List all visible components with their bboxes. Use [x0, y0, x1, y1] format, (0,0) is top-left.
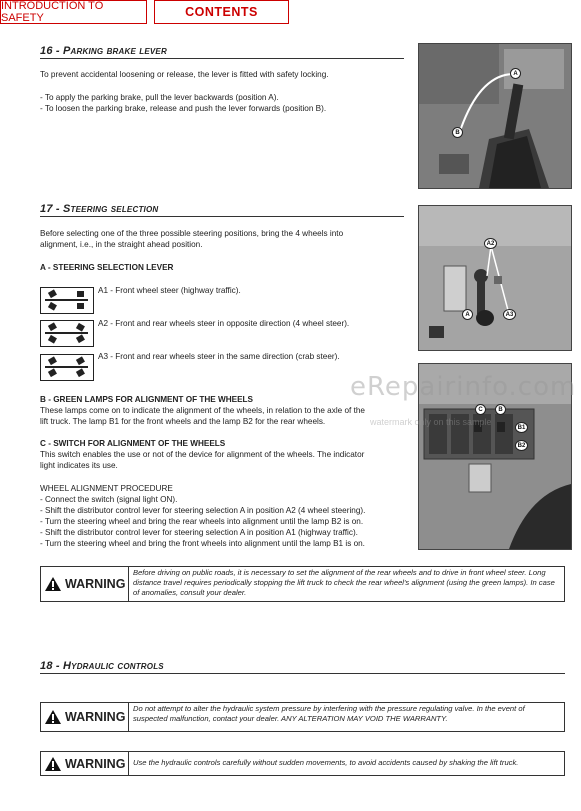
warning-text-2: Do not attempt to alter the hydraulic system pressure by interfering with the pressure regulating valve. In the event of suspected malfunction, contact your dealer. ANY ALTERATION MAY VOID THE WARRANTY.: [133, 704, 525, 724]
nav-introduction-to-safety[interactable]: INTRODUCTION TO SAFETY: [0, 0, 147, 24]
warning-text-3: Use the hydraulic controls carefully without sudden movements, to avoid accidents caused by shaking the lift truck.: [133, 758, 519, 768]
warning-text-1: Before driving on public roads, it is necessary to set the alignment of the rear wheels and to drive in front wheel steer. Long distance travel requires periodically stopping the lift truck to check the rear wheel's alignment (using the green lamps). In case of anomalies, consult your dealer.: [133, 568, 555, 598]
parking-brake-photo: [418, 43, 572, 189]
watermark-sub: watermark only on this sample: [370, 417, 492, 427]
watermark: eRepairinfo.com: [350, 372, 577, 402]
photo-label-a-lever: A: [462, 309, 473, 320]
photo-label-b: B: [452, 127, 463, 138]
steer-icon-a3: [40, 354, 94, 381]
warning-label-2: WARNING: [65, 710, 126, 724]
warning-box-1: [40, 566, 565, 602]
warning-box-3: [40, 751, 565, 776]
section-16-title: 16 - Parking brake lever: [40, 45, 167, 57]
steer-a1-text: A1 - Front wheel steer (highway traffic).: [98, 286, 241, 295]
section-17-intro1: Before selecting one of the three possible steering positions, bring the 4 wheels into: [40, 229, 344, 238]
switch-text1: This switch enables the use or not of the device for alignment of the wheels. The indicator: [40, 450, 365, 459]
photo-label-b: B: [495, 404, 506, 415]
section-17-title: 17 - Steering selection: [40, 203, 159, 215]
section-17-rule: [40, 216, 404, 217]
subheading-b: B - GREEN LAMPS FOR ALIGNMENT OF THE WHEELS: [40, 395, 254, 404]
warning-label-3: WARNING: [65, 756, 126, 771]
procedure-step1: - Connect the switch (signal light ON).: [40, 495, 178, 504]
warning-triangle-icon: [44, 576, 62, 592]
warning-badge-2: [41, 703, 129, 731]
section-16-intro: To prevent accidental loosening or release, the lever is fitted with safety locking.: [40, 70, 329, 79]
subheading-a: A - STEERING SELECTION LEVER: [40, 263, 174, 272]
warning-badge-1: [41, 567, 129, 601]
warning-triangle-icon: [44, 709, 62, 725]
section-16-rule: [40, 58, 404, 59]
section-18-title: 18 - Hydraulic controls: [40, 660, 164, 672]
procedure-step2: - Shift the distributor control lever for steering selection A in position A2 (4 wheel steering).: [40, 506, 366, 515]
steer-icon-a2: [40, 320, 94, 347]
switch-text2: light indicates its use.: [40, 461, 118, 470]
procedure-step4: - Shift the distributor control lever for steering selection A in position A1 (highway traffic).: [40, 528, 358, 537]
section-16-line2: - To loosen the parking brake, release and push the lever forwards (position B).: [40, 104, 327, 113]
steer-a3-text: A3 - Front and rear wheels steer in the same direction (crab steer).: [98, 352, 340, 361]
lamps-text2: lift truck. The lamp B1 for the front wheels and the lamp B2 for the rear wheels.: [40, 417, 326, 426]
nav-contents[interactable]: CONTENTS: [154, 0, 289, 24]
warning-label-1: WARNING: [65, 577, 126, 591]
warning-badge-3: [41, 752, 129, 775]
section-18-rule: [40, 673, 565, 674]
steering-lever-photo: [418, 205, 572, 351]
section-17-intro2: alignment, i.e., in the straight ahead position.: [40, 240, 203, 249]
steer-icon-a1: [40, 287, 94, 314]
photo-label-a3: A3: [503, 309, 516, 320]
photo-label-b2: B2: [515, 440, 528, 451]
procedure-step5: - Turn the steering wheel and bring the front wheels into alignment until the lamp B1 is on.: [40, 539, 365, 548]
subheading-c: C - SWITCH FOR ALIGNMENT OF THE WHEELS: [40, 439, 226, 448]
photo-label-a2: A2: [484, 238, 497, 249]
section-16-line1: - To apply the parking brake, pull the lever backwards (position A).: [40, 93, 279, 102]
warning-triangle-icon: [44, 756, 62, 772]
steer-a2-text: A2 - Front and rear wheels steer in opposite direction (4 wheel steer).: [98, 319, 350, 328]
photo-label-a: A: [510, 68, 521, 79]
warning-box-2: [40, 702, 565, 732]
procedure-title: WHEEL ALIGNMENT PROCEDURE: [40, 484, 173, 493]
photo-label-c: C: [475, 404, 486, 415]
photo-label-b1: B1: [515, 422, 528, 433]
lamps-text1: These lamps come on to indicate the alignment of the wheels, in relation to the axle of the: [40, 406, 365, 415]
procedure-step3: - Turn the steering wheel and bring the rear wheels into alignment until the lamp B2 is on.: [40, 517, 364, 526]
